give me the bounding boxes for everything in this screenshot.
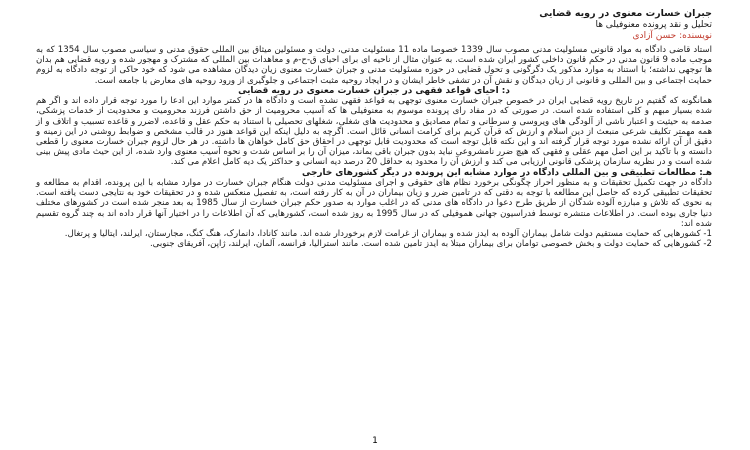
paragraph-comparative: دادگاه در جهت تکمیل تحقیقات و به منظور احراز چگونگی برخورد نظام های حقوقی و اجرای مسئولیت مدنی دولت هنگام جبران خسارت در موارد مشابه با این پرونده، اقدام به مطالعه و تحقیقات تطبیقی کرده که حاصل این مطالعه با توجه به دقتی که در تامین ضرر و زیان بیماران در آن به کار رفته است، به تفصیل منعکس شده و در تحقیقات خود به نتایجی دست یافته است. به نحوی که تلاش و مبارزه آلوده شدگان از طریق طرح دعوا در دادگاه های مدنی که در اغلب موارد به صدور حکم جبران خسارت از سال 1985 به بعد منجر شده است در کشورهای مختلف دنیا جاری بوده است. در اطلاعات منتشره توسط فدراسیون جهانی هموفیلی که در سال 1995 به روز شده است، کشورهایی که آن اطلاعات را در اختیار آنها قرار داده اند به چند گروه تقسیم شده اند: bbox=[36, 178, 712, 229]
author-label: نویسنده: bbox=[679, 31, 712, 41]
author-name: حسن آزادی bbox=[632, 31, 677, 41]
list-item-1: 1- کشورهایی که حمایت مستقیم دولت شامل بیماران آلوده به ایدز شده و بیماران از غرامت لازم برخوردار شده اند. مانند کانادا، دانمارک، هنگ کنگ، مجارستان، ایرلند، ایتالیا و پرتغال. bbox=[64, 229, 712, 240]
document-title: جبران خسارت معنوی در رویه قضایی bbox=[539, 8, 712, 19]
document-body bbox=[36, 8, 712, 249]
paragraph-fiqh: همانگونه که گفتیم در تاریخ رویه قضایی ایران در خصوص جبران خسارت معنوی توجهی به قواعد فقهی نشده است و دادگاه ها در کمتر موارد این ادعا را مورد توجه قرار داده اند و اگر هم شده بسیار مبهم و کلی استفاده شده است. در صورتی که در مفاد رای پرونده موسوم به معنوفیلی ها که آسیب محرومیت از حق داشتن فرزند محرومیت و محدودیت از خدمات پزشکی، صدمه به حیثیت و اعتبار ناشی از آلودگی های ویروسی و سرطانی و تمام مصادیق و محدودیت های شغلی، شغلهای تحصیلی با استناد به حکم عقل و قاعده، لاضرر و قاعده تسبیب و اتلاف و از همه مهمتر تکلیف شرعی منبعث از دین اسلام و ارزش که قرآن کریم برای کرامت انسانی قائل است. اگرچه به دلیل اینکه این قواعد هنوز در قالب مشخص و ضوابط روشنی در این زمینه و دقیق از آن ارائه نشده مورد توجه قرار گرفته اند و این نکته قابل توجه است که محدودیت قابل توجهی در احقاق حق کامل خواهان ها داشته. در هر حال لزوم جبران خسارت معنوی را قطعی دانسته و با تاکید بر این اصل مهم عقلی و فقهی که هیچ ضرر نامشروعی نباید بدون جبران باقی بماند، میزان آن را بر اساس شدت و نحوه آسیب معنوی وارد شده، از این حیث مادی پیش بینی شده است و در نظریه سازمان پزشکی قانونی ارزیابی می کند و ارزش آن را محدود به حداقل 20 درصد دیه انسانی و حداکثر یک دیه کامل اعلام می کند. bbox=[36, 96, 712, 168]
section-heading-h: هـ: مطالعات تطبیقی و بین المللی دادگاه در موارد مشابه این پرونده در دیگر کشورهای خارجی bbox=[302, 167, 712, 178]
list-item-2: 2- کشورهایی که حمایت دولت و بخش خصوصی توامان برای بیماران مبتلا به ایدز تامین شده است. مانند استرالیا، فرانسه، آلمان، ایرلند، ژاپن، آفریقای جنوبی. bbox=[149, 239, 712, 250]
page-number: 1 bbox=[372, 436, 378, 446]
section-heading-d: د: احیای قواعد فقهی در جبران خسارت معنوی در رویه قضایی bbox=[238, 85, 510, 96]
paragraph-intro: استاد قاضی دادگاه به مواد قانونی مسئولیت مدنی مصوب سال 1339 خصوصا ماده 11 مسئولیت مدنی، دولت و مسئولین میثاق بین المللی حقوق مدنی و سیاسی مصوب سال 1354 که به موجب ماده 9 قانون مدنی در حکم قانون داخلی کشور ایران شده است. به عنوان مثال از ناحیه ای برای احیای ق-ح-م و معاهدات بین المللی که مشترک و مهجور شده و رویه قضایی هم بدان ها توجهی نداشته؛ با استناد به موارد مذکور یک دگرگونی و تحول قضایی در حوزه مسئولیت مدنی و جبران خسارت معنوی زیان دیدگان مشاهده می شود که خود حاکی از توجه دادگاه به لزوم حمایت اجتماعی و بین المللی و قانونی از زیان دیدگان و نقش آن در تشفی خاطر ایشان و در ایجاد روحیه مثبت اجتماعی و جلوگیری از ورود روحیه های معارض با جامعه است. bbox=[36, 45, 712, 86]
document-subtitle: تحلیل و نقد پرونده معنوفیلی ها bbox=[595, 20, 712, 30]
author-line bbox=[36, 31, 712, 42]
